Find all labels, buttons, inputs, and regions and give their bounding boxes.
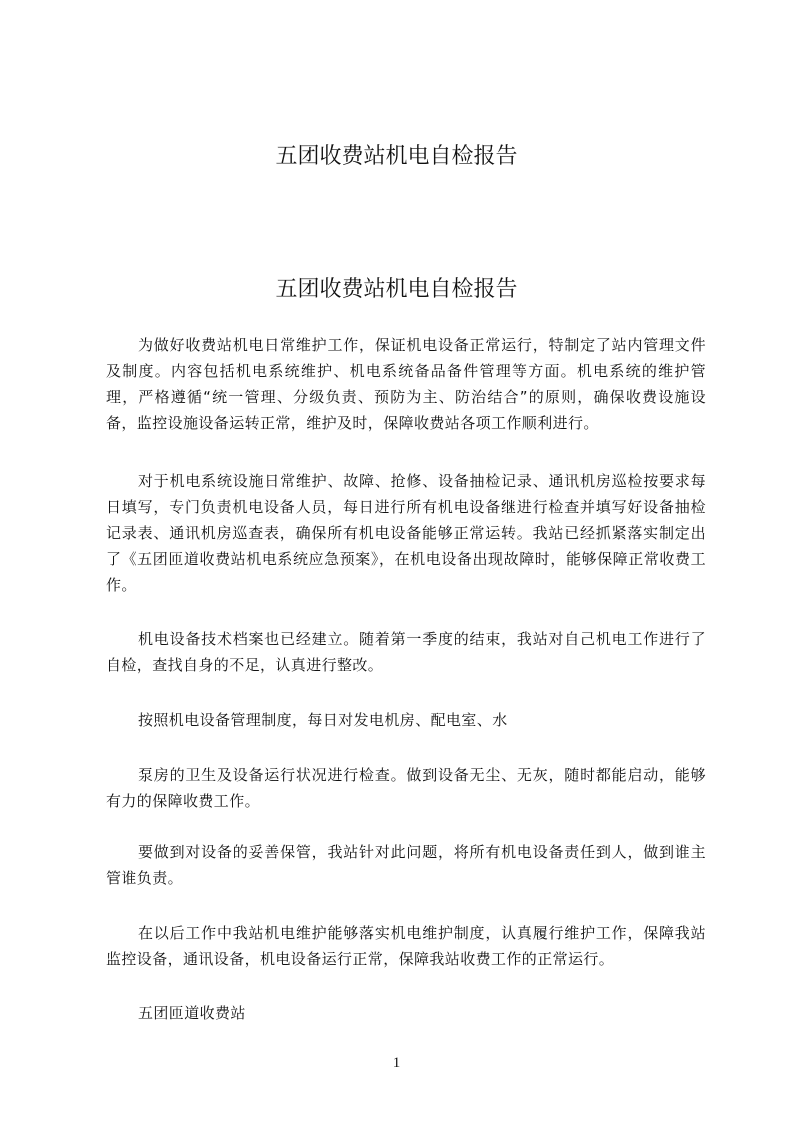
paragraph-pump-room-check: 泵房的卫生及设备运行状况进行检查。做到设备无尘、无灰，随时都能启动，能够有力的保障收费工作。 (106, 766, 706, 810)
page-number: 1 (392, 1055, 401, 1071)
paragraph-future-work: 在以后工作中我站机电维护能够落实机电维护制度，认真履行维护工作，保障我站监控设备，通讯设备，机电设备运行正常，保障我站收费工作的正常运行。 (106, 924, 706, 968)
document-title: 五团收费站机电自检报告 (275, 277, 518, 302)
paragraph-management-rules: 按照机电设备管理制度，每日对发电机房、配电室、水 (138, 711, 508, 729)
signature-station-name: 五团匝道收费站 (138, 1004, 246, 1022)
page-header-title: 五团收费站机电自检报告 (275, 144, 518, 169)
paragraph-maintenance-overview: 为做好收费站机电日常维护工作，保证机电设备正常运行，特制定了站内管理文件及制度。内容包括机电系统维护、机电系统备品备件管理等方面。机电系统的维护管理，严格遵循“统一管理、分级负责、预防为主、防治结合”的原则，确保收费设施设备，监控设施设备运转正常，维护及时，保障收费站各项工作顺利进行。 (106, 336, 706, 432)
paragraph-equipment-responsibility: 要做到对设备的妥善保管，我站针对此问题，将所有机电设备责任到人，做到谁主管谁负责。 (106, 843, 706, 887)
paragraph-technical-archive: 机电设备技术档案也已经建立。随着第一季度的结束，我站对自己机电工作进行了自检，查找自身的不足，认真进行整改。 (106, 630, 706, 674)
paragraph-daily-inspection: 对于机电系统设施日常维护、故障、抢修、设备抽检记录、通讯机房巡检按要求每日填写，专门负责机电设备人员，每日进行所有机电设备继进行检查并填写好设备抽检记录表、通讯机房巡查表，确保所有机电设备能够正常运转。我站已经抓紧落实制定出了《五团匝道收费站机电系统应急预案》，在机电设备出现故障时，能够保障正常收费工作。 (106, 472, 706, 594)
